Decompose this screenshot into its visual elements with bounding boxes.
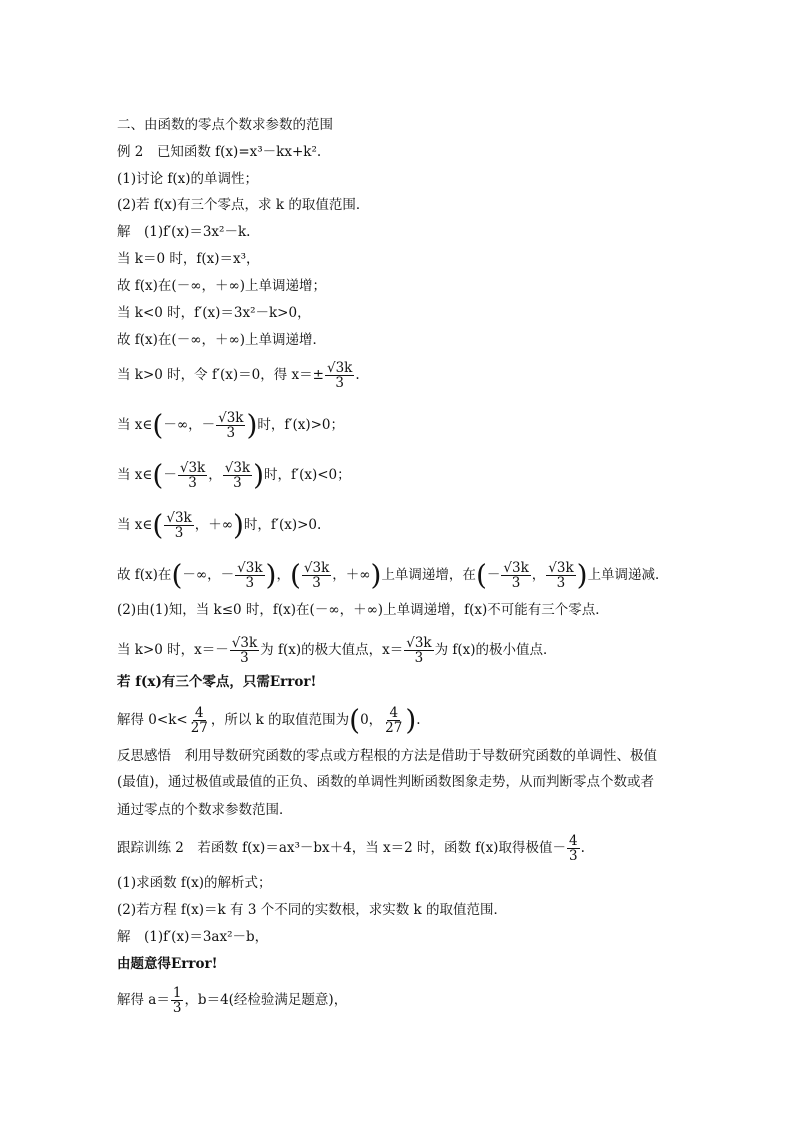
practice-title: 跟踪训练 2 若函数 f(x)＝ax³－bx＋4，当 x＝2 时，函数 f(x)取得极值－ $\frac{4}{3}$ . [117, 833, 585, 864]
fraction: $\frac{4}{27}$ [190, 705, 208, 736]
solution-step: 故 f(x)在(－∞，＋∞)上单调递增． [117, 332, 326, 348]
fraction: $\frac{4}{27}$ [385, 705, 403, 736]
question-2: (2)若 f(x)有三个零点，求 k 的取值范围． [117, 197, 370, 213]
result-line: 解得 a＝ $\frac{1}{3}$ ，b＝4(经检验满足题意)， [117, 985, 348, 1016]
question-1: (1)讨论 f(x)的单调性； [117, 171, 259, 187]
solution-step: (2)由(1)知，当 k≤0 时，f(x)在(－∞，＋∞)上单调递增，f(x)不可能有三个零点． [117, 602, 609, 618]
fraction: $\frac{1}{3}$ [172, 985, 182, 1016]
question-2: (2)若方程 f(x)＝k 有 3 个不同的实数根，求实数 k 的取值范围． [117, 902, 507, 918]
reflection-line: (最值)，通过极值或最值的正负、函数的单调性判断函数图象走势，从而判断零点个数或者 [117, 774, 655, 790]
extrema-line: 当 k>0 时，x＝－ $\frac{√3k}{3}$ 为 f(x)的极大值点，x＝ $\frac{√3k}{3}$ 为 f(x)的极小值点． [117, 635, 557, 666]
reflection-line: 通过零点的个数求参数范围． [117, 802, 293, 818]
fraction: $\frac{√3k}{3}$ [218, 410, 244, 441]
fraction: $\frac{√3k}{3}$ [179, 460, 206, 491]
fraction: $\frac{√3k}{3}$ [406, 635, 432, 666]
interval-line: 当 x∈( $\frac{√3k}{3}$ ，＋∞)时，f′(x)>0. [117, 508, 322, 542]
solution-step: 当 k>0 时，令 f′(x)＝0，得 x＝± $\frac{√3k}{3}$ . [117, 360, 360, 391]
interval-line: 当 x∈(－ $\frac{√3k}{3}$ ， $\frac{√3k}{3}$ )时，f′(x)<0； [117, 458, 351, 492]
fraction: $\frac{√3k}{3}$ [231, 635, 258, 666]
reflection-line: 反思感悟 利用导数研究函数的零点或方程根的方法是借助于导数研究函数的单调性、极值 [117, 748, 657, 764]
fraction: $\frac{√3k}{3}$ [548, 560, 574, 591]
conclusion-line: 故 f(x)在(－∞，－ $\frac{√3k}{3}$ )，( $\frac{√3k}{3}$ ，＋∞)上单调递增，在(－ $\frac{√3k}{3}$ ， $\frac{√3k}{3}$ )上单调递减． [117, 558, 669, 592]
fraction: $\frac{√3k}{3}$ [224, 460, 251, 491]
fraction: $\frac{√3k}{3}$ [503, 560, 529, 591]
question-1: (1)求函数 f(x)的解析式； [117, 875, 272, 891]
fraction: $\frac{√3k}{3}$ [326, 360, 353, 391]
solution-step: 解 (1)f′(x)＝3x²－k. [117, 224, 251, 240]
fraction: $\frac{√3k}{3}$ [166, 510, 192, 541]
solution-step: 解 (1)f′(x)＝3ax²－b， [117, 929, 269, 945]
fraction: $\frac{4}{3}$ [568, 833, 578, 864]
condition-line: 由题意得Error! [117, 956, 218, 972]
fraction: $\frac{√3k}{3}$ [237, 560, 263, 591]
section-heading: 二、由函数的零点个数求参数的范围 [117, 117, 333, 133]
interval-line: 当 x∈(－∞，－ $\frac{√3k}{3}$ )时，f′(x)>0； [117, 408, 345, 442]
example-title: 例 2 已知函数 f(x)=x³－kx+k². [117, 144, 322, 160]
solution-step: 故 f(x)在(－∞，＋∞)上单调递增； [117, 278, 326, 294]
range-line: 解得 0<k< $\frac{4}{27}$ ，所以 k 的取值范围为(0， $\frac{4}{27}$ ). [117, 703, 421, 737]
solution-step: 当 k<0 时，f′(x)＝3x²－k>0， [117, 305, 311, 321]
fraction: $\frac{√3k}{3}$ [303, 560, 330, 591]
condition-line: 若 f(x)有三个零点，只需Error! [117, 674, 317, 690]
solution-step: 当 k＝0 时，f(x)＝x³， [117, 251, 260, 267]
